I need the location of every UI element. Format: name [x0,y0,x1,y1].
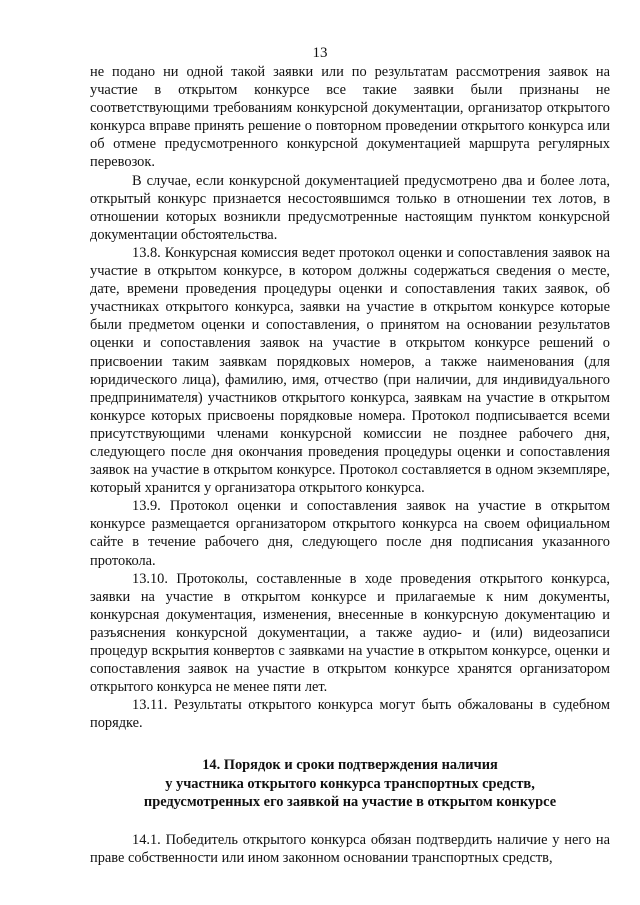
paragraph-lots: В случае, если конкурсной документацией предусмотрено два и более лота, открытый конкурс признается несостоявшимся только в отношении тех лотов, в отношении которых возникли предусмотренные настоящим пунктом конкурсной документации обстоятельства. [90,172,610,243]
paragraph-13-8: 13.8. Конкурсная комиссия ведет протокол оценки и сопоставления заявок на участие в открытом конкурсе, в котором должны содержаться сведения о месте, дате, времени проведения процедуры оценки и сопоставления таких заявок, об участниках открытого конкурса, заявки на участие в открытом конкурсе которые были предметом оценки и сопоставления, о принятом на основании результатов оценки и сопоставления заявок на участие в открытом конкурсе решений о присвоении таким заявкам порядковых номеров, а также наименования (для юридического лица), фамилию, имя, отчество (при наличии, для индивидуального предпринимателя) участников открытого конкурса, заявкам на участие в открытом конкурсе которых присвоены порядковые номера. Протокол подписывается всеми присутствующими членами конкурсной комиссии не позднее рабочего дня, следующего после дня окончания проведения процедуры оценки и сопоставления заявок на участие в открытом конкурсе. Протокол составляется в одном экземпляре, который хранится у организатора открытого конкурса. [90,244,610,497]
paragraph-13-10: 13.10. Протоколы, составленные в ходе проведения открытого конкурса, заявки на участие в открытом конкурсе и прилагаемые к ним документы, конкурсная документация, изменения, внесенные в конкурсную документацию и разъяснения конкурсной документации, а также аудио- и (или) видеозаписи процедур вскрытия конвертов с заявками на участие в открытом конкурсе, оценки и сопоставления заявок на участие в открытом конкурсе хранятся организатором открытого конкурса не менее пяти лет. [90,570,610,696]
section-heading-line-2: у участника открытого конкурса транспортных средств, [165,775,535,792]
paragraph-14-1: 14.1. Победитель открытого конкурса обязан подтвердить наличие у него на праве собственности или ином законном основании транспортных средств, [90,831,610,866]
page-number: 13 [312,45,328,61]
section-heading [90,756,610,810]
section-heading-line-3: предусмотренных его заявкой на участие в открытом конкурсе [143,793,557,810]
section-heading-line-1: 14. Порядок и сроки подтверждения наличия [202,757,498,774]
document-body [90,63,610,867]
paragraph-13-9: 13.9. Протокол оценки и сопоставления заявок на участие в открытом конкурсе размещается организатором открытого конкурса на своем официальном сайте в течение рабочего дня, следующего после дня подписания указанного протокола. [90,498,610,569]
paragraph-continuation: не подано ни одной такой заявки или по результатам рассмотрения заявок на участие в открытом конкурсе все такие заявки были признаны не соответствующими требованиям конкурсной документации, организатор открытого конкурса вправе принять решение о повторном проведении открытого конкурса или об отмене предусмотренного конкурсной документацией маршрута регулярных перевозок. [90,64,610,171]
paragraph-13-11: 13.11. Результаты открытого конкурса могут быть обжалованы в судебном порядке. [90,697,610,732]
